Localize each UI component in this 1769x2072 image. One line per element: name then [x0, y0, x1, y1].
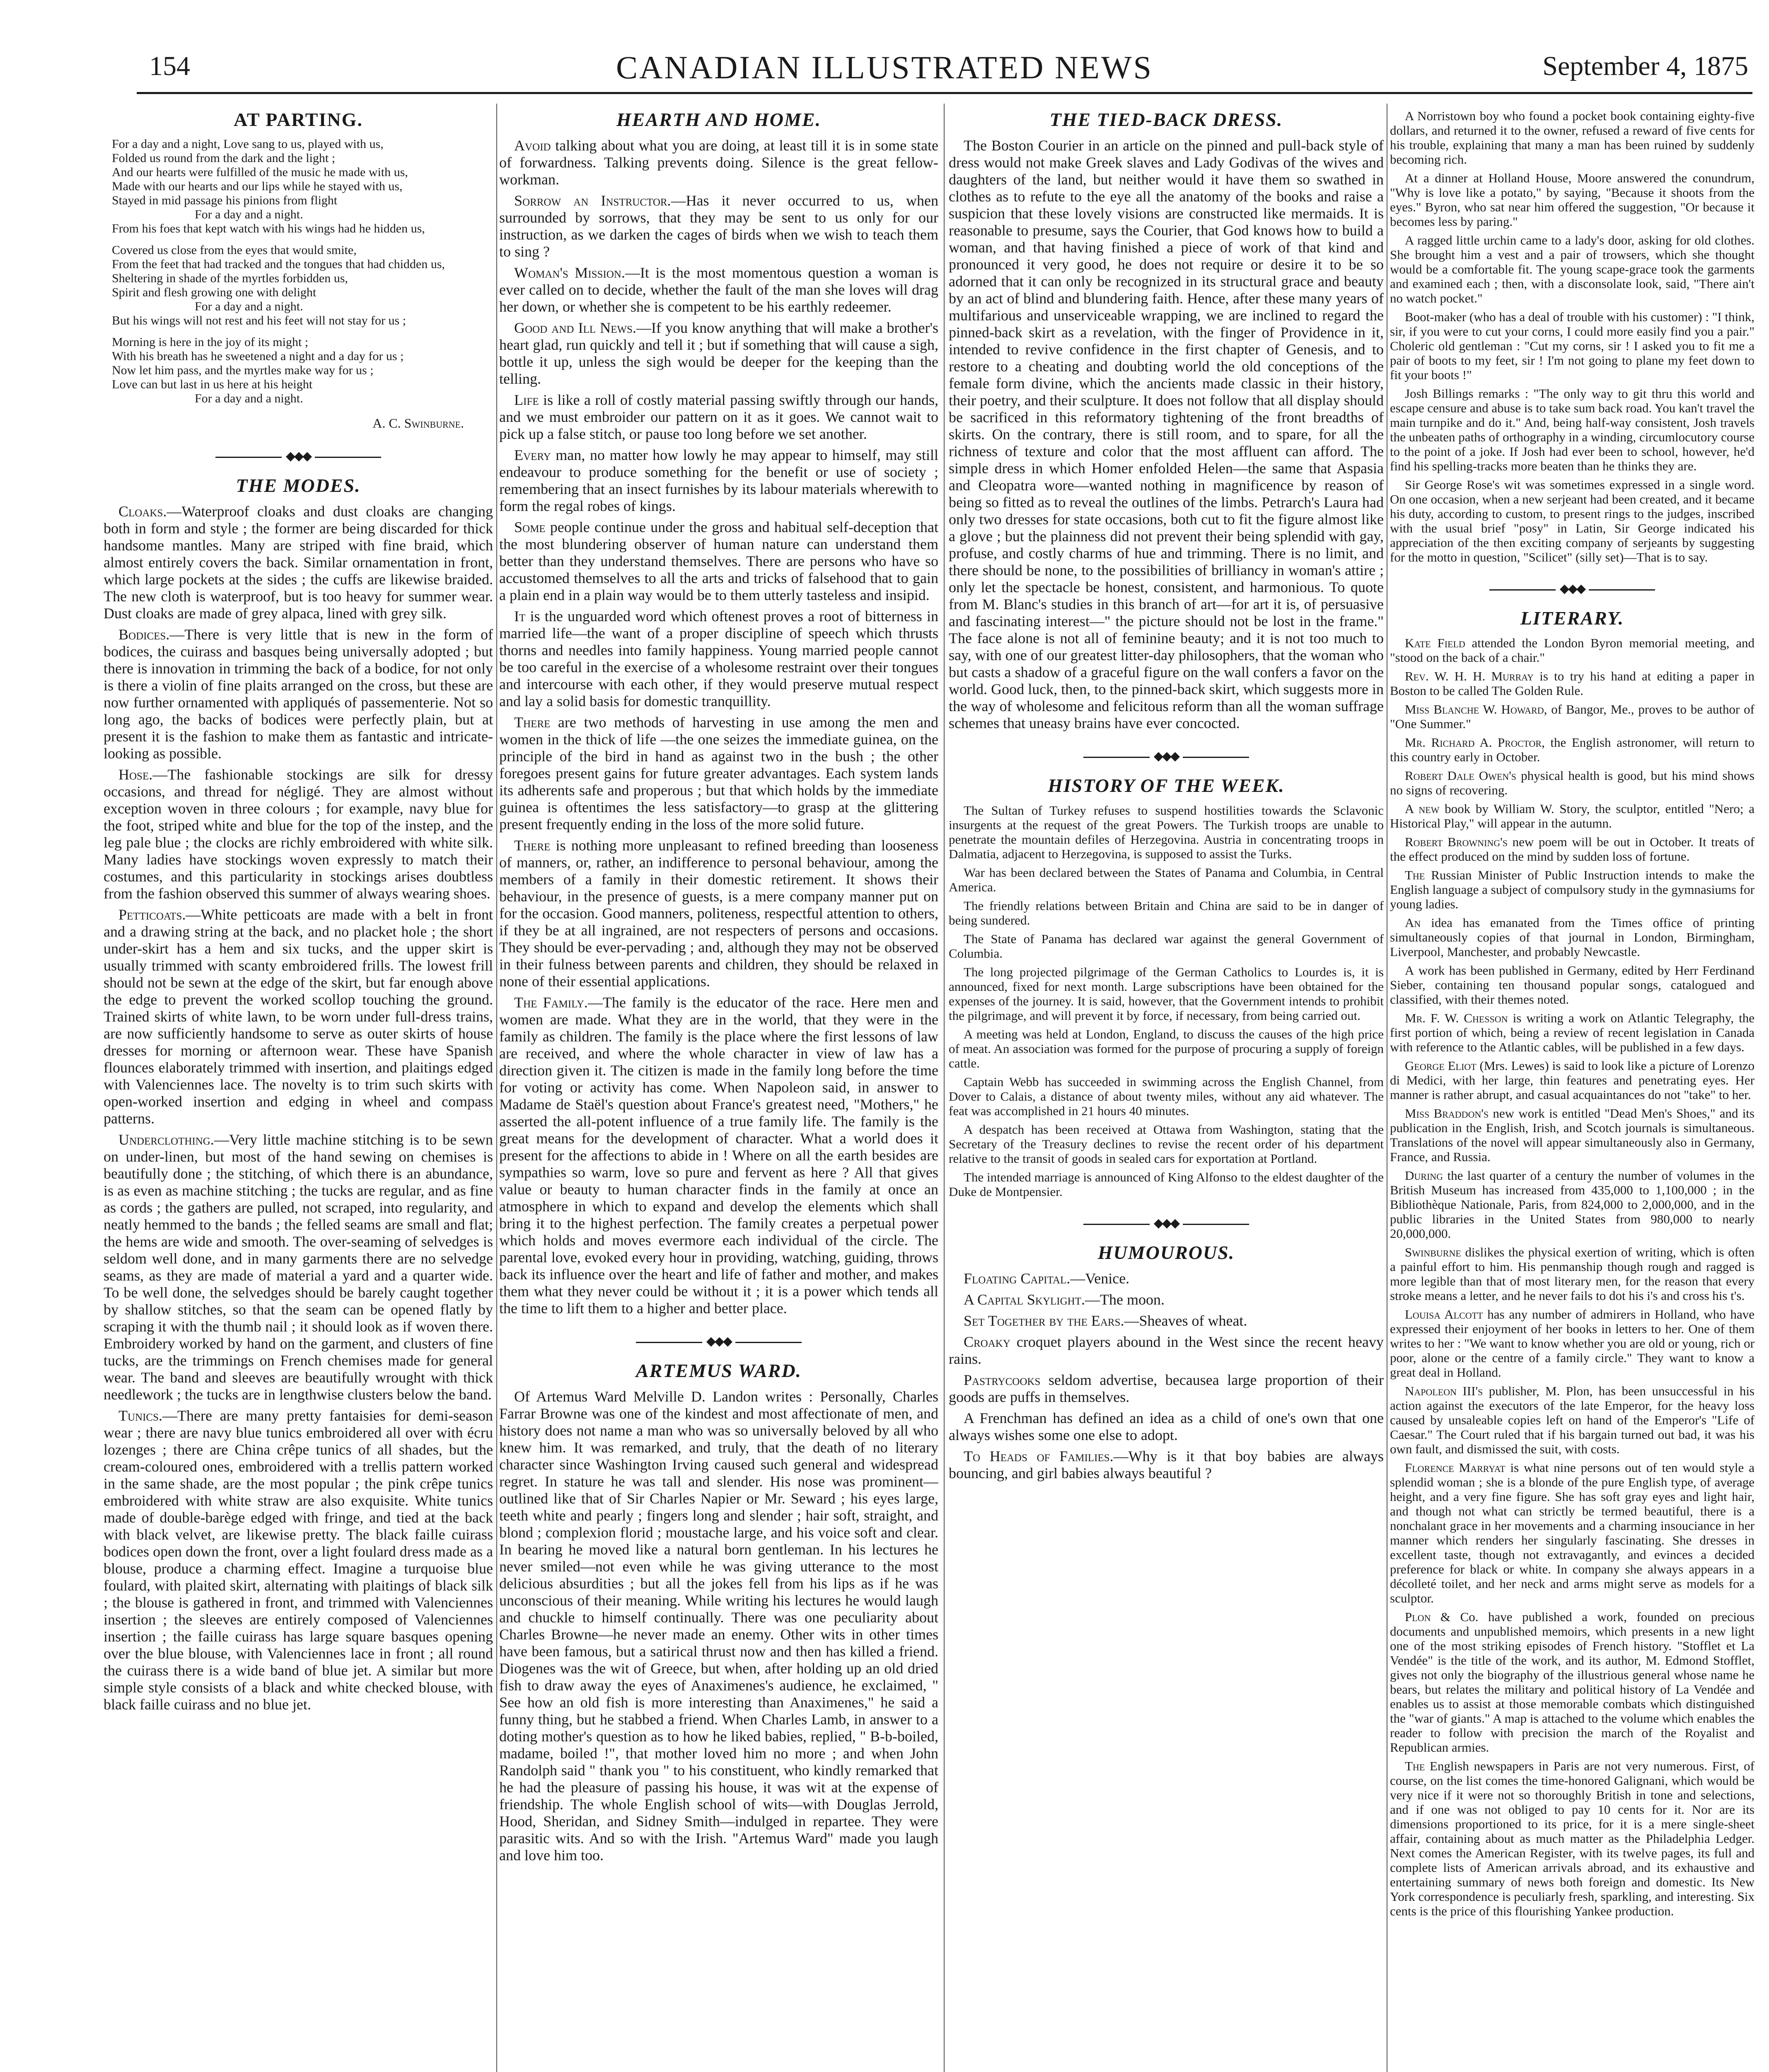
paragraph-lead: Floating Capital.: [964, 1270, 1071, 1287]
paragraph-lead: Kate Field: [1405, 636, 1465, 650]
paragraph-lead: Life: [514, 392, 539, 408]
paragraph-lead: The: [1405, 1759, 1425, 1773]
paragraph-lead: Napoleon III's: [1405, 1384, 1483, 1398]
paragraph-text: book by William W. Story, the sculptor, entitled "Nero; a Historical Play," will appear in the autumn.: [1390, 801, 1755, 830]
paragraph-text: physical health is good, but his mind shows no signs of recovering.: [1390, 768, 1755, 797]
paragraph-text: people continue under the gross and habitual self-deception that the most blundering observer of human nature can understand them better than they understand themselves. There are persons who have so accustomed themselves to all the arts and tricks of falsehood that to gain a plain end in a plain way would be to them utterly tasteless and insipid.: [499, 519, 938, 603]
history-item: A meeting was held at London, England, to discuss the causes of the high price of meat. An association was formed for the purpose of procuring a supply of foreign cattle.: [949, 1027, 1384, 1070]
paragraph-text: —The family is the educator of the race. Here men and women are made. What they are in the world, that they were in the family as children. The family is the place where the first lessons of law are received, and where the whole character in view of law has a direction given it. The citizen is made in the family long before the time for voting or activity has come. When Napoleon said, in answer to Madame de Staël's question about France's greatest need, "Mothers," he asserted the all-potent influence of a true family life. The family is the great means for the development of character. What a world does it present for the affections to abide in ! Where on all the earth besides are sympathies so warm, love so pure and fervent as here ? All that gives value or beauty to human character finds in the family at once an atmosphere in which to expand and develop the elements which shall bring it to the highest perfection. The family creates a perpetual power which holds and moves evermore each individual of the circle. The parental love, evoked every hour in providing, watching, guiding, throws back its influence over the heart and life of father and mother, and makes them what they never could be without it ; it is a power which tends all the time to lift them to a higher and better place.: [499, 994, 938, 1317]
paragraph-lead: Sorrow an Instructor.: [514, 192, 671, 209]
paragraph-text: —There are many pretty fantaisies for demi-season wear ; there are navy blue tunics embroidered all over with écru lozenges ; there are China crêpe tunics of all shades, but the cream-coloured ones, embroidered with a trellis pattern worked in the same shade, are the most popular ; the pink crêpe tunics embroidered with white straw are also exquisite. White tunics made of double-barège edged with fringe, and tied at the back with black velvet, are likewise pretty. The black faille cuirass bodices open down the front, over a light foulard dress made as a blouse, produce a charming effect. Imagine a turquoise blue foulard, with plaited skirt, alternating with plaitings of black silk ; the blouse is gathered in front, and trimmed with Valenciennes insertion ; the sleeves are entirely composed of Valenciennes insertion ; the faille cuirass has large square basques opening over the blue blouse, with Valenciennes lace in front ; all round the cuirass there is a wide band of blue jet. A similar but more simple style consists of a black and white checked blouse, with black faille cuirass and no blue jet.: [104, 1407, 493, 1713]
literary-body: [1390, 636, 1755, 1918]
hearth-paragraph: [499, 714, 938, 833]
paragraph-lead: Petticoats.: [118, 906, 186, 923]
hearth-paragraph: [499, 192, 938, 260]
anecdote-paragraph: Josh Billings remarks : "The only way to git thru this world and escape censure and abuse is to take sum back road. You kan't travel the main turnpike and do it." And, being half-way consistent, Josh travels the unbeaten paths of orthography in a winding, circumlocutory course to the point of a joke. If Josh had ever been to school, however, he'd find his spelling-tracks more beaten than he thinks they are.: [1390, 386, 1755, 473]
poem-section: [104, 111, 493, 432]
history-item: A despatch has been received at Ottawa from Washington, stating that the Secretary of the Treasury declines to revise the recent order of his department relative to the transit of goods in sealed cars for exportation at Portland.: [949, 1122, 1384, 1166]
paragraph-text: talking about what you are doing, at least till it is in some state of forwardness. Talking prevents doing. Silence is the great fellow-workman.: [499, 137, 938, 188]
modes-paragraph: [104, 906, 493, 1127]
paragraph-lead: George Eliot: [1405, 1058, 1477, 1073]
literary-item: [1390, 702, 1755, 731]
column-divider: [496, 104, 497, 2072]
paragraph-lead: Pastrycooks: [964, 1372, 1041, 1388]
tiedback-paragraph: The Boston Courier in an article on the pinned and pull-back style of dress would not make Greek slaves and Lady Godivas of the wives and daughters of the land, but neither would it have them so swathed in clothes as to refute to the eye all the anatomy of the books and raise a suspicion that these lovely visions are constructed like mermaids. It is reasonable to presume, says the Courier, that God knows how to build a woman, and that having finished a piece of work of that kind and pronounced it very good, he does not require or desire it to be so adorned that it can only be recognized in its structural grace and beauty by an act of blind and blundering faith. Hence, after these many years of multifarious and unserviceable wrapping, we are inclined to regard the pinned-back skirt as a revelation, with the finger of Providence in it, intended to revive confidence in the first chapter of Genesis, and to restore to a cheating and doubting world the old conceptions of the female form divine, which the ancients made classic in their history, their poetry, and their sculpture. It does not follow that all display should be sacrificed in this reformatory tightening of the front breadths of skirts. On the contrary, there is still room, and to spare, for all the richness of texture and color that the most affluent can afford. The simple dress in which Homer enfolded Helen—the same that Aspasia and Cleopatra wore—wanted nothing in magnificence by reason of being so fitted as to reveal the outlines of the limbs. Petrarch's Laura had only two dresses for state occasions, both cut to fit the figure almost like a glove ; but the plainness did not prevent their being splendid with gay, profuse, and costly charms of hue and trimming. There is no limit, and there should be none, to the possibilities of brilliancy in woman's attire ; only let the spectacle be honest, consistent, and harmonious. To quote from M. Blanc's studies in this branch of art—for art it is, of persuasive and fascinating interest—" the picture should not be lost in the frame." The face alone is not all of feminine beauty; and it is not too much to say, with one of our greatest litter-day philosophers, that the woman who but casts a shadow of a graceful figure on the wall confers a favor on the world. Good luck, then, to the pinned-back skirt, which suggests more in the way of wholesome and felicitous reform than all the woman suffrage schemes that uneasy brains have ever concocted.: [949, 137, 1384, 731]
section-ornament: ◆◆◆: [949, 1215, 1384, 1232]
poem-line: Made with our hearts and our lips while he stayed with us,: [112, 179, 403, 193]
history-item: War has been declared between the States of Panama and Columbia, in Central America.: [949, 865, 1384, 894]
poem-lines: [104, 137, 493, 406]
history-title: HISTORY OF THE WEEK.: [1048, 775, 1285, 796]
paragraph-lead: Miss Blanche W. Howard: [1405, 702, 1544, 716]
anecdote-paragraph: A Norristown boy who found a pocket book containing eighty-five dollars, and returned it to the owner, refused a reward of five cents for his trouble, explaining that many a man has been ruined by suddenly becoming rich.: [1390, 109, 1755, 167]
paragraph-lead: Rev. W. H. H. Murray: [1405, 669, 1534, 683]
paragraph-text: , the English astronomer, will return to this country early in October.: [1390, 735, 1755, 764]
artemus-section: [499, 1362, 938, 1864]
masthead: [17, 45, 1752, 94]
literary-item: [1390, 915, 1755, 959]
column-3: [949, 109, 1384, 2072]
anecdotes-section: [1390, 109, 1755, 564]
anecdote-paragraph: A ragged little urchin came to a lady's door, asking for old clothes. She brought him a vest and a pair of trowsers, which she thought would be a comfortable fit. The young scape-grace took the garments and examined each ; then, with a disconsolate look, said, "There ain't no watch pocket.": [1390, 233, 1755, 305]
hearth-paragraph: [499, 392, 938, 443]
literary-item: [1390, 1168, 1755, 1241]
paragraph-text: —Waterproof cloaks and dust cloaks are changing both in form and style ; the former are being discarded for thick handsome mantles. Many are striped with fine braid, which almost entirely covers the back. Similar ornamentation in front, which large pockets at the sides ; the cuffs are likewise braided. The new cloth is waterproof, but is too heavy for summer wear. Dust cloaks are made of grey alpaca, lined with grey silk.: [104, 503, 493, 622]
poem-line: Covered us close from the eyes that would smite,: [112, 243, 357, 257]
paragraph-lead: Tunics.: [118, 1407, 163, 1424]
column-2: [499, 109, 938, 2072]
paragraph-text: —Very little machine stitching is to be sewn on under-linen, but most of the hand sewing on chemises is beautifully done ; the stitching, of which there is an abundance, is as even as machine stitching ; the tucks are regular, and as fine as cords ; the gathers are pulled, not scraped, into regularity, and neatly hemmed to the bands ; the felled seams are small and flat; the hems are wide and smooth. The over-seaming of selvedges is seldom well done, and in many garments there are no selvedge seams, as they are made of material a yard and a quarter wide. To be well done, the selvedges should be barely caught together by shallow stitches, so that the seam can be opened flatly by scraping it with the thumb nail ; it should look as if woven there. Embroidery worked by hand on the garment, and clusters of fine tucks, are the trimmings on French chemises made for general wear. The band and sleeves are beautifully wrought with thick needlework ; the tucks are in lengthwise clusters below the band.: [104, 1131, 493, 1403]
anecdote-paragraph: Sir George Rose's wit was sometimes expressed in a single word. On one occasion, when a new serjeant had been created, and it became his duty, according to custom, to present rings to the judges, inscribed with the usual brief "posy" in Latin, Sir George indicated his appreciation of the then exciting company of serjeants by suggesting for the motto in question, "Scilicet" (silly set)—That is to say.: [1390, 477, 1755, 564]
literary-item: [1390, 1011, 1755, 1054]
artemus-title: ARTEMUS WARD.: [636, 1360, 802, 1381]
paragraph-lead: Louisa Alcott: [1405, 1307, 1483, 1322]
paragraph-text: —Why is it that boy babies are always bouncing, and girl babies always beautiful ?: [949, 1448, 1384, 1481]
humourous-item: [949, 1291, 1384, 1308]
paragraph-lead: Underclothing.: [118, 1131, 214, 1148]
paragraph-text: —The moon.: [1085, 1291, 1165, 1308]
poem-line: Love can but last in us here at his height: [112, 378, 313, 391]
paragraph-lead: Avoid: [514, 137, 551, 154]
paragraph-text: croquet players abound in the West since the recent heavy rains.: [949, 1334, 1384, 1367]
paragraph-text: —Has it never occurred to us, when surrounded by sorrows, that they may be sent to us only for our instruction, as we darken the cages of birds when we wish to teach them to sing ?: [499, 192, 938, 260]
paragraph-lead: A: [1405, 963, 1414, 978]
literary-item: [1390, 1460, 1755, 1605]
paragraph-lead: Croaky: [964, 1334, 1010, 1350]
column-divider: [944, 104, 945, 2072]
history-item: The intended marriage is announced of King Alfonso to the eldest daughter of the Duke de Montpensier.: [949, 1170, 1384, 1199]
publication-title: CANADIAN ILLUSTRATED NEWS: [616, 49, 1153, 85]
paragraph-lead: Mr. Richard A. Proctor: [1405, 735, 1542, 750]
paragraph-text: publisher, M. Plon, has been unsuccessful in his action against the executors of the late Emperor, for the heavy loss caused by unsaleable copies left on hand of the Emperor's "Life of Caesar." The Court ruled that if his bargain turned out bad, it was his own fault, and dismissed the suit, with costs.: [1390, 1384, 1755, 1456]
history-body: [949, 803, 1384, 1199]
paragraph-text: —Sheaves of wheat.: [1124, 1312, 1247, 1329]
tiedback-body: [949, 137, 1384, 732]
paragraph-lead: Every: [514, 447, 551, 463]
poem-line: For a day and a night.: [195, 208, 303, 221]
paragraph-lead: A Capital Skylight.: [964, 1291, 1085, 1308]
artemus-body: [499, 1388, 938, 1864]
poem-line: From the feet that had tracked and the tongues that had chidden us,: [112, 257, 445, 271]
paragraph-text: is to try his hand at editing a paper in Boston to be called The Golden Rule.: [1390, 669, 1755, 698]
column-4: [1390, 109, 1755, 2072]
literary-item: [1390, 1106, 1755, 1164]
literary-item: [1390, 1058, 1755, 1102]
paragraph-text: the last quarter of a century the number of volumes in the British Museum has increased from 435,000 to 1,100,000 ; in the Bibliothèque Nationale, Paris, from 824,000 to 2,000,000, and in the public libraries in the United States from 980,000 to nearly 20,000,000.: [1390, 1168, 1755, 1241]
humourous-item: [949, 1410, 1384, 1444]
anecdote-paragraph: At a dinner at Holland House, Moore answered the conundrum, "Why is love like a potato," by saying, "Because it shoots from the eyes." Byron, who sat near him offered the suggestion, "Or because it becomes less by paring.": [1390, 171, 1755, 229]
paragraph-text: new work is entitled "Dead Men's Shoes," and its publication in the English, Irish, and Scotch journals is simultaneous. Translations of the novel will appear simultaneously also in Germany, France, and Russia.: [1390, 1106, 1755, 1164]
hearth-paragraph: [499, 447, 938, 515]
poem-line: Now let him pass, and the myrtles make way for us ;: [112, 363, 374, 377]
literary-item: [1390, 1610, 1755, 1755]
poem-line: Spirit and flesh growing one with delight: [112, 286, 317, 299]
hearth-body: [499, 137, 938, 1317]
poem-line: And our hearts were fulfilled of the music he made with us,: [112, 165, 408, 179]
poem-line: Sheltering in shade of the myrtles forbidden us,: [112, 271, 348, 285]
section-ornament: ◆◆◆: [499, 1333, 938, 1350]
modes-section: [104, 477, 493, 1713]
hearth-paragraph: [499, 608, 938, 710]
page-number: 154: [149, 51, 190, 81]
history-item: Captain Webb has succeeded in swimming across the English Channel, from Dover to Calais, a distance of about twenty miles, without any aid whatever. The feat was accomplished in 21 hours 40 minutes.: [949, 1075, 1384, 1118]
poem-line: Folded us round from the dark and the light ;: [112, 151, 336, 165]
paragraph-text: is what nine persons out of ten would style a splendid woman ; she is a blonde of the pure English type, of average height, and a very fine figure. She has soft gray eyes and light hair, and though not what can strictly be termed beautiful, there is a nonchalant grace in her movements and a charming insouciance in her manner which renders her singularly fascinating. She dresses in excellent taste, though not extravagantly, and evinces a decided preference for black or white. In company she always appears in a décolleté toilet, and her neck and arms might serve as models for a sculptor.: [1390, 1460, 1755, 1605]
poem-line: Stayed in mid passage his pinions from flight: [112, 194, 338, 207]
paragraph-text: English newspapers in Paris are not very numerous. First, of course, on the list comes the time-honored Galignani, which would be very nice if it were not so thoroughly British in tone and selections, and if one was not obliged to pay 10 cents for it. Nor are its dimensions proportioned to its price, for it is a mere single-sheet affair, containing about as much matter as the Philadelphia Ledger. Next comes the American Register, with its twelve pages, its full and complete lists of American arrivals abroad, and its exhaustive and entertaining summary of news both foreign and domestic. Its New York correspondence is peculiarly fresh, sparkling, and interesting. Six cents is the price of this flourishing Yankee production.: [1390, 1759, 1755, 1918]
history-item: The Sultan of Turkey refuses to suspend hostilities towards the Sclavonic insurgents at the request of the great Powers. The Turkish troops are unable to penetrate the mountain defiles of Herzegovina. Austria in concentrating troops in Dalmatia, adjacent to Herzegovina, is supposed to assist the Turks.: [949, 803, 1384, 861]
paragraph-text: is like a roll of costly material passing swiftly through our hands, and we must embroider our pattern on it as it goes. We cannot wait to pick up a false stitch, or pause too long before we set another.: [499, 392, 938, 442]
paragraph-lead: Mr. F. W. Chesson: [1405, 1011, 1508, 1025]
paragraph-lead: A new: [1405, 801, 1440, 816]
paragraph-text: —White petticoats are made with a belt in front and a drawing string at the back, and no placket hole ; the short under-skirt has a hem and six tucks, and the upper skirt is usually trimmed with scanty embroidered frills. The lowest frill should not be sewn at the edge of the skirt, but far enough above the edge to prevent the worked scollop touching the ground. Trained skirts of white lawn, to be worn under full-dress trains, are now sufficiently handsome to serve as outer skirts of house dresses for morning or afternoon wear. These have Spanish flounces elaborately trimmed with insertion, and plaitings edged with Valenciennes lace. The novelty is to trim such skirts with open-worked insertion and edging in wheel and compass patterns.: [104, 906, 493, 1127]
poem-author: A. C. Swinburne.: [372, 416, 464, 431]
hearth-title: HEARTH AND HOME.: [616, 109, 822, 130]
literary-title: LITERARY.: [1520, 608, 1624, 629]
paragraph-text: work has been published in Germany, edited by Herr Ferdinand Sieber, containing ten thousand popular songs, catalogued and classified, with their themes noted.: [1390, 963, 1755, 1007]
hearth-paragraph: [499, 837, 938, 990]
paragraph-lead: There: [514, 837, 551, 854]
literary-item: [1390, 963, 1755, 1007]
paragraph-text: & Co. have published a work, founded on precious documents and unpublished memoirs, which presents in a new light one of the most striking episodes of French history. "Stofflet et La Vendée" is the title of the work, and its author, M. Edmond Stofflet, gives not only the biography of the illustrious general whose name he bears, but relates the military and political history of La Vendée and enables us to assist at those memorable combats which distinguished the "war of giants." A map is attached to the volume which enables the reader to follow with precision the march of the Royalist and Republican armies.: [1390, 1610, 1755, 1755]
paragraph-text: —It is the most momentous question a woman is ever called on to decide, whether the fault of the man she loves will drag her down, or whether she is competent to be his earthly redeemer.: [499, 264, 938, 315]
history-item: The friendly relations between Britain and China are said to be in danger of being sundered.: [949, 898, 1384, 927]
section-ornament: ◆◆◆: [949, 748, 1384, 765]
history-section: [949, 777, 1384, 1199]
paragraph-lead: Miss Braddon's: [1405, 1106, 1489, 1121]
literary-item: [1390, 669, 1755, 698]
literary-item: [1390, 768, 1755, 797]
paragraph-text: man, no matter how lowly he may appear to himself, may still endeavour to produce something for the benefit or use of society ; remembering that an insect furnishes by its labour materials wherewith to form the regal robes of kings.: [499, 447, 938, 514]
hearth-paragraph: [499, 137, 938, 188]
humourous-item: [949, 1312, 1384, 1329]
paragraph-text: —There is very little that is new in the form of bodices, the cuirass and basques being universally adopted ; but there is innovation in trimming the back of a bodice, for not only is there a violin of fine plaits arranged on the cross, but these are now further ornamented with appliqués of passementerie. Not so long ago, the backs of bodices were perfectly plain, but at present it is the fashion to make them as fantastic and intricate-looking as possible.: [104, 626, 493, 762]
paragraph-lead: Cloaks.: [118, 503, 167, 520]
paragraph-lead: It: [514, 608, 526, 625]
anecdote-paragraph: Boot-maker (who has a deal of trouble with his customer) : "I think, sir, if you were to cut your corns, I could more easily find you a pair." Choleric old gentleman : "Cut my corns, sir ! I asked you to fit me a pair of boots to my feet, sir ! I'm not going to plane my feet down to fit your boots !": [1390, 310, 1755, 382]
modes-paragraph: [104, 626, 493, 762]
paragraph-lead: Swinburne: [1405, 1245, 1461, 1259]
humourous-item: [949, 1448, 1384, 1482]
tiedback-title: THE TIED-BACK DRESS.: [1049, 109, 1283, 130]
column-1: [104, 109, 493, 2072]
paragraph-text: is nothing more unpleasant to refined breeding than looseness of manners, or, rather, an indifference to personal behaviour, among the members of a family in their domestic retirement. It shows their behaviour, in the presence of guests, is a mere company manner put on for the occasion. Good manners, politeness, respectful attention to others, if they be at all ingrained, are not respecters of persons and occasions. They should be ever-pervading ; and, although they may not be observed in their fulness between parents and children, they should be relaxed in none of their essential applications.: [499, 837, 938, 990]
paragraph-lead: Florence Marryat: [1405, 1460, 1506, 1475]
paragraph-text: dislikes the physical exertion of writing, which is often a painful effort to him. His penmanship though rough and ragged is more legible than that of most literary men, for the reason that every stroke means a letter, and he never fails to dot his i's and cross his t's.: [1390, 1245, 1755, 1303]
literary-item: [1390, 1759, 1755, 1918]
history-item: The State of Panama has declared war against the general Government of Columbia.: [949, 932, 1384, 961]
paragraph-lead: The Family.: [514, 994, 588, 1011]
paragraph-lead: Plon: [1405, 1610, 1431, 1624]
paragraph-lead: To Heads of Families.: [964, 1448, 1114, 1464]
paragraph-lead: Hose.: [118, 766, 153, 783]
literary-item: [1390, 1245, 1755, 1303]
paragraph-lead: Set Together by the Ears.: [964, 1312, 1124, 1329]
poem-line: For a day and a night.: [195, 300, 303, 313]
modes-paragraph: [104, 1131, 493, 1403]
paragraph-lead: An: [1405, 915, 1421, 930]
humourous-section: [949, 1244, 1384, 1482]
paragraph-text: new poem will be out in October. It treats of the effect produced on the mind by sudden loss of fortune.: [1390, 835, 1755, 864]
poem-line: With his breath has he sweetened a night and a day for us ;: [112, 349, 404, 363]
humourous-title: HUMOUROUS.: [1097, 1242, 1235, 1263]
paragraph-text: idea has emanated from the Times office of printing simultaneously copies of that journal in London, Birmingham, Liverpool, Manchester, and probably Newcastle.: [1390, 915, 1755, 959]
paragraph-text: has any number of admirers in Holland, who have expressed their enjoyment of her books in letters to her. One of them writes to her : "We want to know whether you are old or young, rich or poor, alone or the centre of a family circle." They want to know a great deal in Holland.: [1390, 1307, 1755, 1380]
modes-title: THE MODES.: [236, 475, 361, 496]
poem-line: For a day and a night, Love sang to us, played with us,: [112, 137, 384, 151]
section-ornament: ◆◆◆: [1390, 580, 1755, 597]
paragraph-text: , of Bangor, Me., proves to be author of "One Summer.": [1390, 702, 1755, 731]
paragraph-lead: There: [514, 714, 551, 731]
paragraph-text: —The fashionable stockings are silk for dressy occasions, and thread for négligé. They are almost without exception woven in three colours ; for example, navy blue for the foot, striped white and blue for the top of the instep, and the leg pale blue ; the clocks are richly embroidered with white silk. Many ladies have stockings woven expressly to match their costumes, and this particularity in stockings arises doubtless from the fashion observed this summer of always wearing shoes.: [104, 766, 493, 902]
paragraph-text: A Frenchman has defined an idea as a child of one's own that one always wishes some one else to adopt.: [949, 1410, 1384, 1443]
history-item: The long projected pilgrimage of the German Catholics to Lourdes is, it is announced, fixed for next month. Large subscriptions have been obtained for the expenses of the journey. It is said, however, that the Government intends to prohibit the pilgrimage, and will prevent it by force, if necessary, from being carried out.: [949, 965, 1384, 1023]
literary-section: [1390, 610, 1755, 1918]
paragraph-text: are two methods of harvesting in use among the men and women in the thick of life —the one seizes the immediate guinea, on the principle of the bird in hand as against two in the bush ; the other foregoes present gains for future greater advantages. Each system lands its adherents safe and properous ; but that which holds by the immediate guinea is oftentimes the less satisfactory—to grasp at the glittering present frequently ending in the loss of the more solid future.: [499, 714, 938, 833]
humourous-body: [949, 1270, 1384, 1482]
paragraph-lead: Some: [514, 519, 546, 535]
poem-line: From his foes that kept watch with his wings had he hidden us,: [112, 222, 425, 235]
hearth-paragraph: [499, 264, 938, 315]
section-ornament: ◆◆◆: [104, 448, 493, 465]
hearth-paragraph: [499, 994, 938, 1317]
issue-date: September 4, 1875: [1542, 51, 1748, 81]
paragraph-lead: Good and Ill News.: [514, 320, 636, 336]
paragraph-lead: The: [1405, 868, 1425, 882]
paragraph-text: attended the London Byron memorial meeting, and "stood on the back of a chair.": [1390, 636, 1755, 665]
humourous-item: [949, 1334, 1384, 1368]
hearth-section: [499, 111, 938, 1317]
tiedback-section: [949, 111, 1384, 732]
humourous-item: [949, 1372, 1384, 1406]
paragraph-text: (Mrs. Lewes) is said to look like a picture of Lorenzo di Medici, with her large, thin features and penetrating eyes. Her manner is rather abrupt, and casual acquaintances do not "take" to her.: [1390, 1058, 1755, 1102]
poem-line: Morning is here in the joy of its might ;: [112, 335, 309, 349]
paragraph-text: —If you know anything that will make a brother's heart glad, run quickly and tell it ; but if something that will cause a sigh, bottle it up, unless the sigh would be deeper for the keeping than the telling.: [499, 320, 938, 387]
hearth-paragraph: [499, 519, 938, 604]
artemus-paragraph: Of Artemus Ward Melville D. Landon writes : Personally, Charles Farrar Browne was one of the kindest and most affectionate of men, and history does not name a man who was so universally beloved by all who knew him. It was remarked, and truly, that the death of no literary character since Washington Irving caused such general and widespread regret. In stature he was tall and slender. His nose was prominent—outlined like that of Sir Charles Napier or Mr. Seward ; his eyes large, teeth white and pearly ; fingers long and slender ; hair soft, straight, and blond ; complexion florid ; moustache large, and his voice soft and clear. In bearing he moved like a natural born gentleman. In his lectures he never smiled—not even while he was giving utterance to the most delicious absurdities ; but all the jokes fell from his lips as if he was unconscious of their meaning. While writing his lectures he would laugh and chuckle to himself continually. There was one peculiarity about Charles Browne—he never made an enemy. Other wits in other times have been famous, but a satirical thrust now and then has killed a friend. Diogenes was the wit of Greece, but when, after holding up an old dried fish to draw away the eyes of Anaximenes's audience, he exclaimed, " See how an old fish is more interesting than Anaximenes," he said a funny thing, but he stabbed a friend. When Charles Lamb, in answer to a doting mother's question as to how he liked babies, replied, " B-b-boiled, madame, boiled !", that mother loved him no more ; and when John Randolph said " thank you " to his constituent, who kindly remarked that he had the pleasure of passing his house, it was wit at the expense of friendship. The whole English school of wits—with Douglas Jerrold, Hood, Sheridan, and Sidney Smith—indulged in repartee. They were parasitic wits. And so with the Irish. "Artemus Ward" made you laugh and love him too.: [499, 1388, 938, 1864]
anecdotes-body: [1390, 109, 1755, 564]
humourous-item: [949, 1270, 1384, 1287]
paragraph-lead: Robert Browning's: [1405, 835, 1508, 849]
hearth-paragraph: [499, 320, 938, 387]
modes-body: [104, 503, 493, 1713]
literary-item: [1390, 868, 1755, 911]
literary-item: [1390, 636, 1755, 665]
poem-line: But his wings will not rest and his feet will not stay for us ;: [112, 314, 406, 327]
literary-item: [1390, 735, 1755, 764]
literary-item: [1390, 1384, 1755, 1456]
paragraph-text: is writing a work on Atlantic Telegraphy, the first portion of which, being a review of recent legislation in Canada with reference to the Atlantic cables, will be published in a few days.: [1390, 1011, 1755, 1054]
modes-paragraph: [104, 503, 493, 622]
literary-item: [1390, 1307, 1755, 1380]
paragraph-lead: Bodices.: [118, 626, 170, 643]
poem-title: AT PARTING.: [234, 109, 363, 130]
header-rule: [137, 92, 1752, 94]
paragraph-text: is the unguarded word which oftenest proves a root of bitterness in married life—the want of a proper discipline of speech which thrusts thorns and needles into family happiness. Young married people cannot be too careful in the exercise of a wholesome restraint over their tongues and intercourse with each other, if they would preserve mutual respect and lay a solid basis for domestic tranquillity.: [499, 608, 938, 709]
modes-paragraph: [104, 1407, 493, 1713]
paragraph-lead: Woman's Mission.: [514, 264, 625, 281]
poem-line: For a day and a night.: [195, 392, 303, 405]
literary-item: [1390, 801, 1755, 830]
paragraph-text: —Venice.: [1070, 1270, 1130, 1287]
paragraph-lead: Robert Dale Owen's: [1405, 768, 1517, 783]
modes-paragraph: [104, 766, 493, 902]
literary-item: [1390, 835, 1755, 864]
paragraph-text: seldom advertise, becausea large proportion of their goods are puffs in themselves.: [949, 1372, 1384, 1405]
paragraph-text: Russian Minister of Public Instruction intends to make the English language a subject of compulsory study in the gymnasiums for young ladies.: [1390, 868, 1755, 911]
paragraph-lead: During: [1405, 1168, 1443, 1183]
